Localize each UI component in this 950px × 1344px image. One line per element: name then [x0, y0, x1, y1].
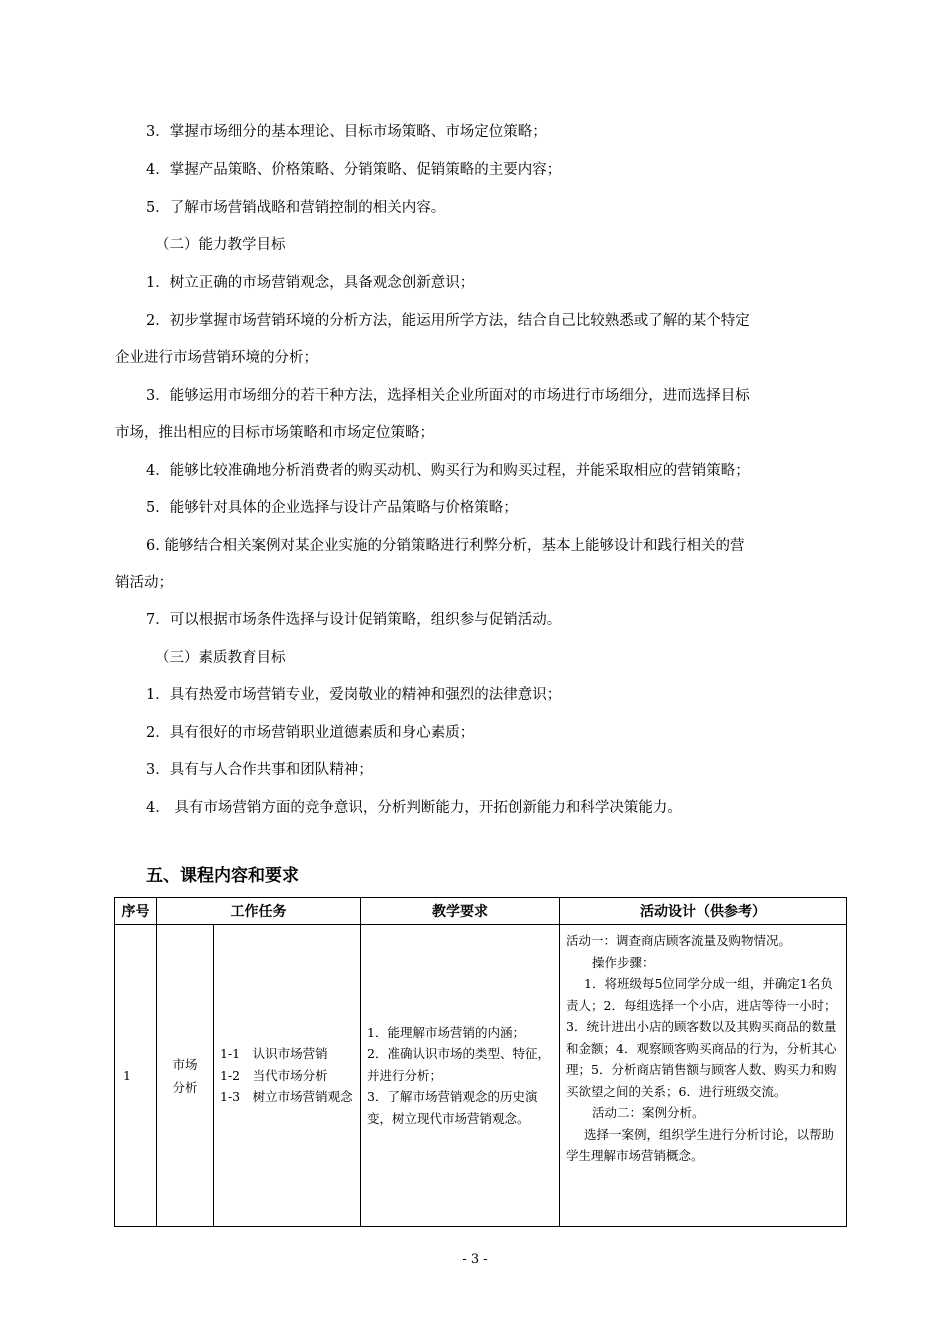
knowledge-item-3: 3．掌握市场细分的基本理论、目标市场策略、市场定位策略；: [146, 124, 547, 140]
ability-item: 1．树立正确的市场营销观念，具备观念创新意识；: [146, 275, 475, 291]
ability-item: 6. 能够结合相关案例对某企业实施的分销策略进行利弊分析，基本上能够设计和践行相关的营: [146, 538, 745, 554]
course-content-table: [114, 897, 847, 1227]
section-title: 五、课程内容和要求: [146, 866, 299, 886]
subtask-item: 1-1 认识市场营销: [220, 1046, 328, 1062]
requirement-item: 1．能理解市场营销的内涵；: [367, 1024, 525, 1040]
row-activities: [560, 925, 847, 1227]
row-task: [157, 925, 214, 1227]
activity-1-steps-label: 操作步骤：: [592, 954, 655, 970]
ability-item-continuation: 销活动；: [115, 575, 173, 591]
ability-item: 4．能够比较准确地分析消费者的购买动机、购买行为和购买过程，并能采取相应的营销策略；: [146, 463, 750, 479]
page-number: - 3 -: [462, 1252, 488, 1267]
quality-item: 2．具有很好的市场营销职业道德素质和身心素质；: [146, 725, 475, 741]
header-activities: 活动设计（供参考）: [560, 898, 847, 925]
header-no: 序号: [115, 898, 157, 925]
activity-2-title: 活动二：案例分析。: [592, 1105, 705, 1120]
ability-item: 7．可以根据市场条件选择与设计促销策略，组织参与促销活动。: [146, 612, 562, 628]
quality-item: 4． 具有市场营销方面的竞争意识，分析判断能力，开拓创新能力和科学决策能力。: [146, 800, 682, 816]
knowledge-item-5: 5．了解市场营销战略和营销控制的相关内容。: [146, 200, 446, 216]
ability-item: 3．能够运用市场细分的若干种方法，选择相关企业所面对的市场进行市场细分，进而选择目标: [146, 388, 750, 404]
ability-heading: （二）能力教学目标: [155, 237, 286, 253]
subtask-item: 1-3 树立市场营销观念: [220, 1089, 353, 1105]
ability-item-continuation: 企业进行市场营销环境的分析；: [115, 350, 318, 366]
quality-item: 3．具有与人合作共事和团队精神；: [146, 762, 373, 778]
activity-1-title: 活动一：调查商店顾客流量及购物情况。: [566, 933, 792, 948]
ability-item: 2．初步掌握市场营销环境的分析方法，能运用所学方法，结合自己比较熟悉或了解的某个特定: [146, 313, 750, 329]
table-header-row: [115, 898, 847, 925]
quality-heading: （三）素质教育目标: [155, 650, 286, 666]
row-number: 1: [115, 925, 157, 1227]
row-requirements: [361, 925, 560, 1227]
ability-item: 5．能够针对具体的企业选择与设计产品策略与价格策略；: [146, 500, 518, 516]
ability-item-continuation: 市场，推出相应的目标市场策略和市场定位策略；: [115, 425, 434, 441]
row-subtasks: [214, 925, 361, 1227]
subtask-item: 1-2 当代市场分析: [220, 1067, 328, 1083]
quality-item: 1．具有热爱市场营销专业，爱岗敬业的精神和强烈的法律意识；: [146, 687, 562, 703]
requirement-item: 3．了解市场营销观念的历史演变，树立现代市场营销观念。: [367, 1089, 538, 1126]
table-row: [115, 925, 847, 1227]
header-task: 工作任务: [157, 898, 361, 925]
knowledge-item-4: 4．掌握产品策略、价格策略、分销策略、促销策略的主要内容；: [146, 162, 562, 178]
activity-1-steps: 1．将班级每5位同学分成一组，并确定1名负责人；2．每组选择一个小店，进店等待一小时；3．统计进出小店的顾客数以及其购买商品的数量和金额；4．观察顾客购买商品的行为，分析其心理；5．分析商店销售额与顾客人数、购买力和购买欲望之间的关系；6．进行班级交流。: [566, 976, 837, 1099]
header-requirements: 教学要求: [361, 898, 560, 925]
row-task-text: 市场分析: [172, 1056, 198, 1095]
activity-2-text: 选择一案例，组织学生进行分析讨论，以帮助学生理解市场营销概念。: [566, 1126, 835, 1163]
requirement-item: 2．准确认识市场的类型、特征，并进行分析；: [367, 1046, 550, 1083]
